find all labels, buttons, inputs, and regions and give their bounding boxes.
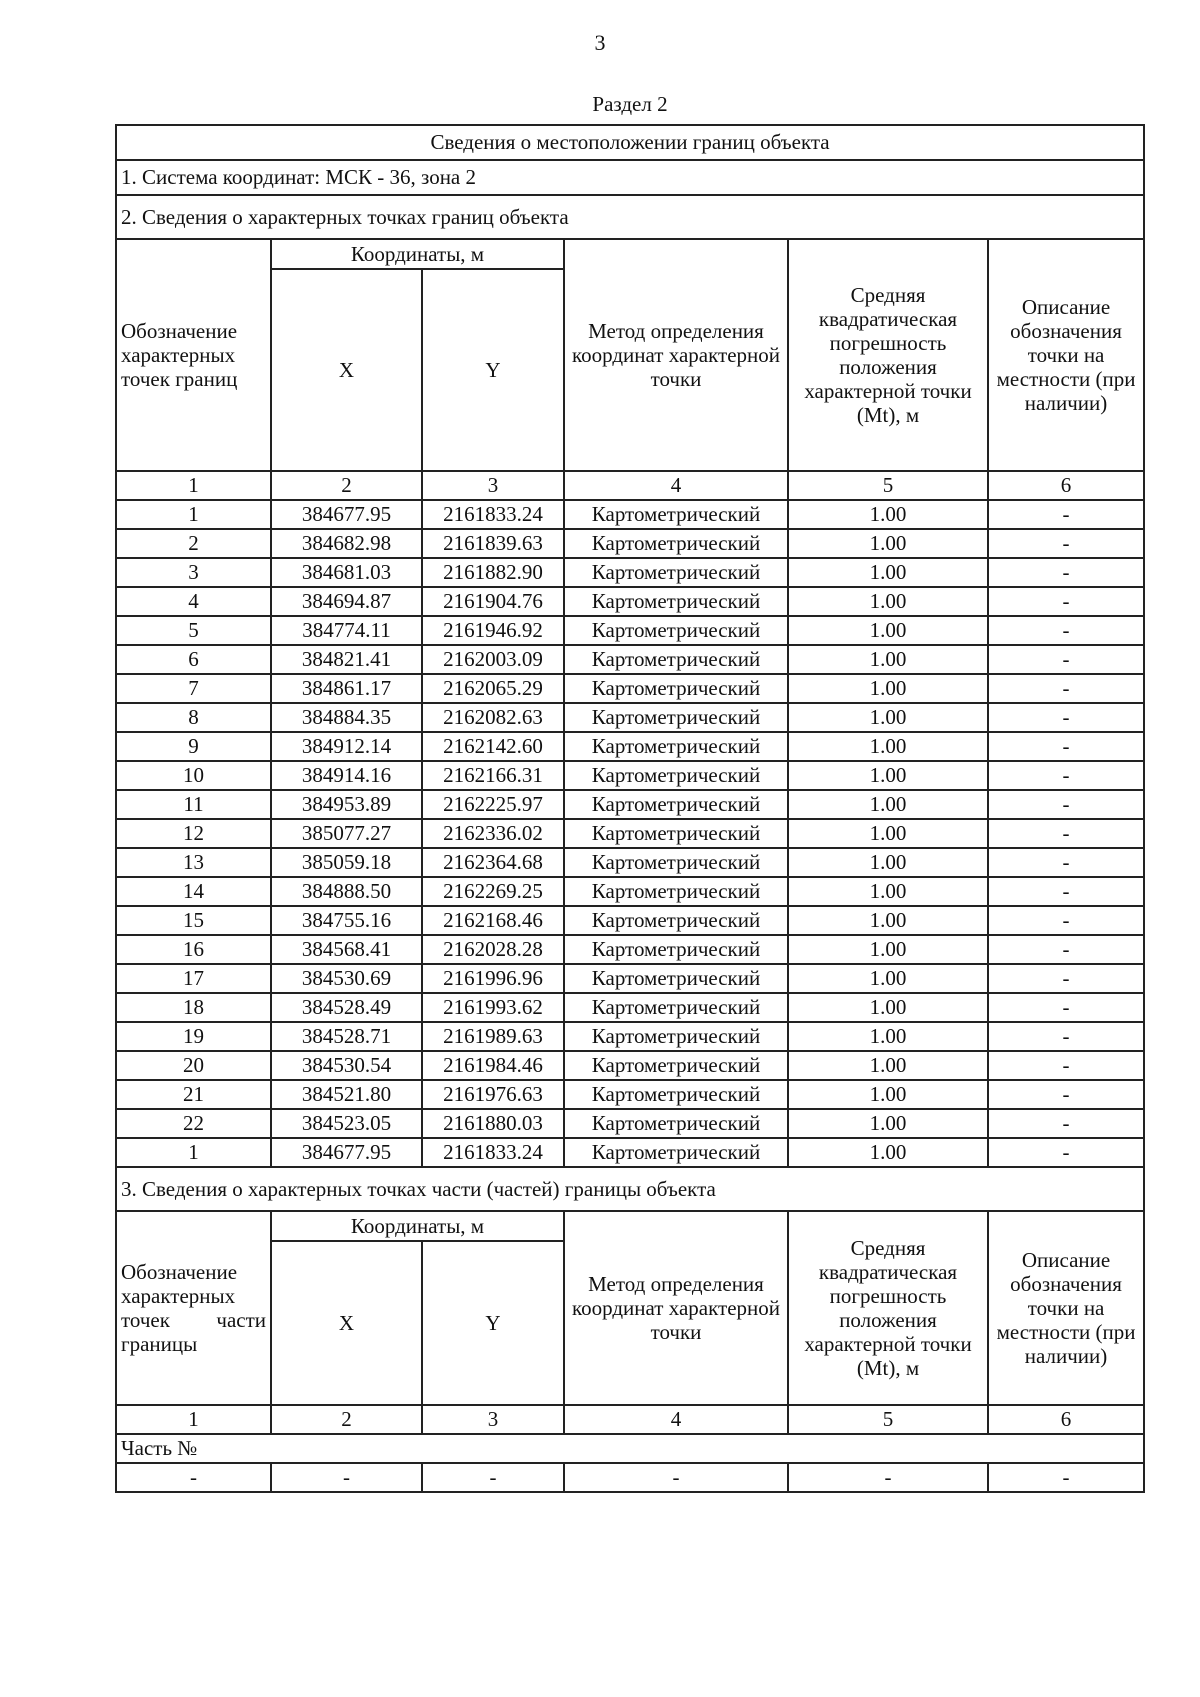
column-number: 2 (271, 1405, 422, 1434)
table-cell: 2162028.28 (422, 935, 564, 964)
column-number: 1 (116, 471, 271, 500)
table-row (116, 761, 1144, 790)
table-cell: 19 (116, 1022, 271, 1051)
table-cell: - (788, 1463, 988, 1492)
column-number: 4 (564, 471, 788, 500)
table-cell: Картометрический (564, 587, 788, 616)
table-cell: 1 (116, 500, 271, 529)
table-row (116, 935, 1144, 964)
table-cell: - (988, 558, 1144, 587)
table-cell: 384861.17 (271, 674, 422, 703)
table-cell: 1 (116, 1138, 271, 1167)
table-row (116, 906, 1144, 935)
table-cell: Картометрический (564, 732, 788, 761)
page-number: 3 (594, 30, 606, 55)
table-cell: 1.00 (788, 1022, 988, 1051)
table-cell: Картометрический (564, 616, 788, 645)
table-cell: - (988, 1463, 1144, 1492)
table-row (116, 993, 1144, 1022)
table-cell: - (988, 732, 1144, 761)
table-cell: Картометрический (564, 790, 788, 819)
table-cell: 1.00 (788, 877, 988, 906)
table-row (116, 964, 1144, 993)
column-number: 4 (564, 1405, 788, 1434)
table-cell: Картометрический (564, 761, 788, 790)
header-method: Метод определения координат характерной точки (564, 239, 788, 471)
table-cell: 2162082.63 (422, 703, 564, 732)
table-cell: Картометрический (564, 529, 788, 558)
table-cell: 384774.11 (271, 616, 422, 645)
table-row (116, 674, 1144, 703)
header-part-error: Средняя квадратическая погрешность положения характерной точки (Mt), м (788, 1211, 988, 1405)
part-label: Часть № (116, 1434, 1144, 1463)
table-cell: 1.00 (788, 1138, 988, 1167)
header-y: Y (422, 269, 564, 471)
table-cell: 1.00 (788, 732, 988, 761)
header-description: Описание обозначения точки на местности (при наличии) (988, 239, 1144, 471)
table-cell: - (422, 1463, 564, 1492)
table-cell: 21 (116, 1080, 271, 1109)
table-cell: 5 (116, 616, 271, 645)
column-number: 6 (988, 1405, 1144, 1434)
table-cell: 384694.87 (271, 587, 422, 616)
table-cell: 2162166.31 (422, 761, 564, 790)
table-cell: Картометрический (564, 674, 788, 703)
header-point-designation: Обозначение характерных точек границ (116, 239, 271, 471)
table-row (116, 877, 1144, 906)
table-cell: 13 (116, 848, 271, 877)
table-cell: 1.00 (788, 1080, 988, 1109)
table-cell: Картометрический (564, 819, 788, 848)
table-cell: - (988, 1022, 1144, 1051)
table-cell: 18 (116, 993, 271, 1022)
table-cell: 2162168.46 (422, 906, 564, 935)
table-cell: 9 (116, 732, 271, 761)
table-cell: Картометрический (564, 935, 788, 964)
column-number: 6 (988, 471, 1144, 500)
header-error: Средняя квадратическая погрешность положения характерной точки (Mt), м (788, 239, 988, 471)
column-number: 3 (422, 471, 564, 500)
table-cell: Картометрический (564, 906, 788, 935)
table-row (116, 1080, 1144, 1109)
table-row (116, 790, 1144, 819)
table-row (116, 703, 1144, 732)
table-cell: 384914.16 (271, 761, 422, 790)
table-cell: 384677.95 (271, 500, 422, 529)
table-cell: 2161989.63 (422, 1022, 564, 1051)
table-cell: 1.00 (788, 819, 988, 848)
table-cell: 6 (116, 645, 271, 674)
table-row (116, 1109, 1144, 1138)
table-row (116, 1022, 1144, 1051)
table-cell: 4 (116, 587, 271, 616)
table-cell: - (271, 1463, 422, 1492)
column-number: 1 (116, 1405, 271, 1434)
table-cell: 1.00 (788, 848, 988, 877)
section-title: Раздел 2 (592, 92, 668, 116)
table-cell: 384755.16 (271, 906, 422, 935)
table-cell: 10 (116, 761, 271, 790)
table-cell: 385077.27 (271, 819, 422, 848)
table-cell: 15 (116, 906, 271, 935)
table-cell: 1.00 (788, 790, 988, 819)
table-cell: Картометрический (564, 1051, 788, 1080)
column-number: 2 (271, 471, 422, 500)
table-cell: 384568.41 (271, 935, 422, 964)
table-cell: 2162003.09 (422, 645, 564, 674)
table-row (116, 819, 1144, 848)
table-cell: 2161833.24 (422, 500, 564, 529)
table-cell: - (988, 935, 1144, 964)
table-cell: - (988, 906, 1144, 935)
table-cell: 1.00 (788, 616, 988, 645)
table-cell: 2161880.03 (422, 1109, 564, 1138)
table-cell: 2161946.92 (422, 616, 564, 645)
table-cell: 3 (116, 558, 271, 587)
table-row (116, 1051, 1144, 1080)
table-cell: 20 (116, 1051, 271, 1080)
table-cell: 1.00 (788, 500, 988, 529)
table-cell: Картометрический (564, 877, 788, 906)
table-cell: - (988, 587, 1144, 616)
table-cell: 2162269.25 (422, 877, 564, 906)
header-part-x: X (271, 1241, 422, 1405)
header-part-coordinates: Координаты, м (271, 1211, 564, 1241)
table-cell: 22 (116, 1109, 271, 1138)
table-cell: 1.00 (788, 964, 988, 993)
table-row (116, 587, 1144, 616)
table-cell: 384530.54 (271, 1051, 422, 1080)
table-cell: 2162364.68 (422, 848, 564, 877)
header-part-y: Y (422, 1241, 564, 1405)
table-cell: 384884.35 (271, 703, 422, 732)
table-cell: 384888.50 (271, 877, 422, 906)
table-cell: 2161996.96 (422, 964, 564, 993)
table-cell: - (988, 703, 1144, 732)
table-cell: - (988, 1051, 1144, 1080)
table-cell: Картометрический (564, 1080, 788, 1109)
table-cell: 8 (116, 703, 271, 732)
header-part-point-designation: Обозначение характерных точек части границы (116, 1211, 271, 1405)
table-cell: 12 (116, 819, 271, 848)
table-cell: 1.00 (788, 1109, 988, 1138)
table-cell: 2162065.29 (422, 674, 564, 703)
header-coordinates: Координаты, м (271, 239, 564, 269)
header-x: X (271, 269, 422, 471)
table-row (116, 732, 1144, 761)
table-cell: - (988, 819, 1144, 848)
table-cell: Картометрический (564, 848, 788, 877)
table-cell: 1.00 (788, 993, 988, 1022)
table-cell: 2162142.60 (422, 732, 564, 761)
column-number: 5 (788, 1405, 988, 1434)
column-numbers-row-part (116, 1405, 1144, 1434)
table-cell: - (988, 877, 1144, 906)
table-cell: 384953.89 (271, 790, 422, 819)
boundary-table (115, 124, 1145, 1493)
table-cell: Картометрический (564, 964, 788, 993)
table-cell: Картометрический (564, 645, 788, 674)
table-cell: Картометрический (564, 703, 788, 732)
column-number: 5 (788, 471, 988, 500)
table-cell: 384530.69 (271, 964, 422, 993)
table-cell: 1.00 (788, 529, 988, 558)
table-cell: - (988, 993, 1144, 1022)
table-cell: 384528.49 (271, 993, 422, 1022)
table-row (116, 1463, 1144, 1492)
table-cell: 1.00 (788, 674, 988, 703)
table-cell: - (988, 1080, 1144, 1109)
table-cell: 384528.71 (271, 1022, 422, 1051)
table-cell: 1.00 (788, 1051, 988, 1080)
table-cell: Картометрический (564, 1109, 788, 1138)
table-cell: 1.00 (788, 703, 988, 732)
table-cell: 2161993.62 (422, 993, 564, 1022)
table-cell: - (564, 1463, 788, 1492)
header-part-method: Метод определения координат характерной точки (564, 1211, 788, 1405)
table-row (116, 529, 1144, 558)
table-title: Сведения о местоположении границ объекта (116, 125, 1144, 160)
table-cell: 384821.41 (271, 645, 422, 674)
table-cell: - (116, 1463, 271, 1492)
table-cell: 11 (116, 790, 271, 819)
table-cell: - (988, 529, 1144, 558)
table-cell: 384677.95 (271, 1138, 422, 1167)
table-cell: 2161984.46 (422, 1051, 564, 1080)
table-cell: 2 (116, 529, 271, 558)
table-cell: - (988, 1109, 1144, 1138)
table-cell: 1.00 (788, 906, 988, 935)
table-cell: Картометрический (564, 500, 788, 529)
column-number: 3 (422, 1405, 564, 1434)
table-row (116, 645, 1144, 674)
table-row (116, 616, 1144, 645)
table-cell: - (988, 1138, 1144, 1167)
table-cell: 2162225.97 (422, 790, 564, 819)
table-cell: Картометрический (564, 1138, 788, 1167)
table-cell: 2162336.02 (422, 819, 564, 848)
table-cell: - (988, 964, 1144, 993)
table-row (116, 500, 1144, 529)
table-cell: - (988, 500, 1144, 529)
table-cell: 385059.18 (271, 848, 422, 877)
column-numbers-row (116, 471, 1144, 500)
table-cell: 7 (116, 674, 271, 703)
table-cell: 17 (116, 964, 271, 993)
table-cell: - (988, 790, 1144, 819)
table-cell: 384912.14 (271, 732, 422, 761)
table-cell: 384681.03 (271, 558, 422, 587)
table-cell: 1.00 (788, 558, 988, 587)
table-row (116, 1138, 1144, 1167)
table-cell: 2161882.90 (422, 558, 564, 587)
table-cell: Картометрический (564, 993, 788, 1022)
section2-title: 2. Сведения о характерных точках границ объекта (116, 195, 1144, 239)
table-cell: 384521.80 (271, 1080, 422, 1109)
section3-title: 3. Сведения о характерных точках части (частей) границы объекта (116, 1167, 1144, 1211)
table-cell: 14 (116, 877, 271, 906)
table-row (116, 848, 1144, 877)
table-cell: Картометрический (564, 1022, 788, 1051)
table-cell: - (988, 616, 1144, 645)
table-cell: - (988, 645, 1144, 674)
table-row (116, 558, 1144, 587)
table-cell: 384523.05 (271, 1109, 422, 1138)
header-part-description: Описание обозначения точки на местности (при наличии) (988, 1211, 1144, 1405)
table-cell: - (988, 848, 1144, 877)
table-cell: - (988, 674, 1144, 703)
table-cell: 2161976.63 (422, 1080, 564, 1109)
table-cell: 2161839.63 (422, 529, 564, 558)
table-cell: 1.00 (788, 935, 988, 964)
table-cell: 1.00 (788, 587, 988, 616)
table-cell: 16 (116, 935, 271, 964)
table-cell: Картометрический (564, 558, 788, 587)
coord-system: 1. Система координат: МСК - 36, зона 2 (116, 160, 1144, 195)
table-cell: - (988, 761, 1144, 790)
table-cell: 1.00 (788, 645, 988, 674)
table-cell: 384682.98 (271, 529, 422, 558)
table-cell: 2161904.76 (422, 587, 564, 616)
table-cell: 1.00 (788, 761, 988, 790)
table-cell: 2161833.24 (422, 1138, 564, 1167)
